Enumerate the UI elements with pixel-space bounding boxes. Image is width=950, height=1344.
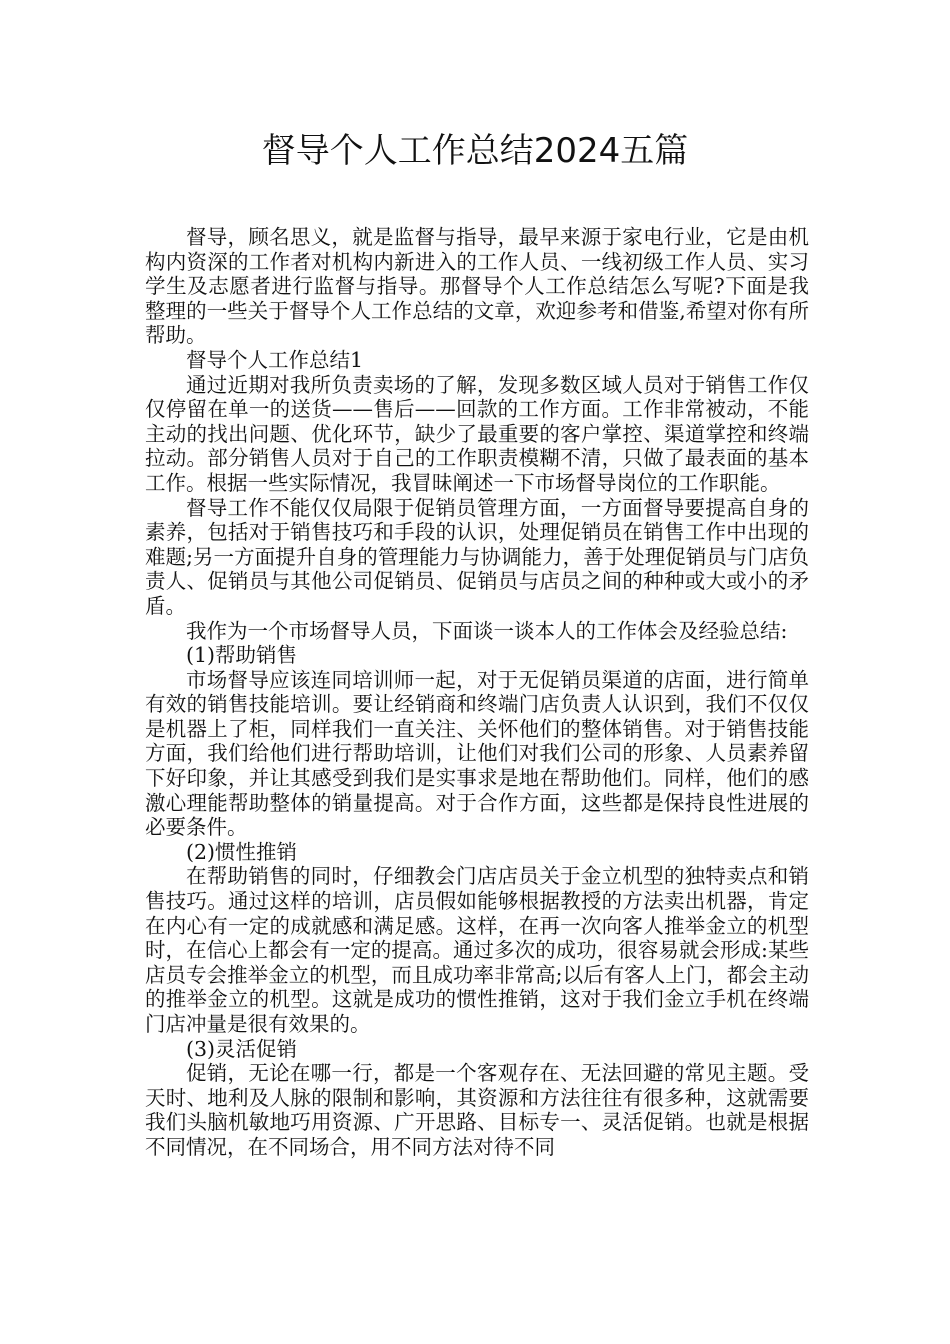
body-paragraph: 我作为一个市场督导人员，下面谈一谈本人的工作体会及经验总结:	[186, 618, 788, 643]
subheading-help-sales: (1)帮助销售	[186, 643, 298, 668]
subheading-habitual-selling: (2)惯性推销	[186, 839, 298, 864]
body-paragraph: 通过近期对我所负责卖场的了解，发现多数区域人员对于销售工作仅仅停留在单一的送货——售后——回款的工作方面。工作非常被动，不能主动的找出问题、优化环节，缺少了最重要的客户掌控、渠道掌控和终端拉动。部分销售人员对于自己的工作职责模糊不清，只做了最表面的基本工作。根据一些实际情况，我冒昧阐述一下市场督导岗位的工作职能。	[145, 372, 809, 495]
document-title: 督导个人工作总结2024五篇	[261, 131, 689, 171]
body-paragraph: 促销，无论在哪一行，都是一个客观存在、无法回避的常见主题。受天时、地利及人脉的限制和影响，其资源和方法往往有很多种，这就需要我们头脑机敏地巧用资源、广开思路、目标专一、灵活促销。也就是根据不同情况，在不同场合，用不同方法对待不同	[145, 1061, 809, 1159]
intro-paragraph: 督导，顾名思义，就是监督与指导，最早来源于家电行业，它是由机构内资深的工作者对机构内新进入的工作人员、一线初级工作人员、实习学生及志愿者进行监督与指导。那督导个人工作总结怎么写呢?下面是我整理的一些关于督导个人工作总结的文章，欢迎参考和借鉴,希望对你有所帮助。	[145, 225, 809, 348]
body-paragraph: 市场督导应该连同培训师一起，对于无促销员渠道的店面，进行简单有效的销售技能培训。要让经销商和终端门店负责人认识到，我们不仅仅是机器上了柜，同样我们一直关注、关怀他们的整体销售。对于销售技能方面，我们给他们进行帮助培训，让他们对我们公司的形象、人员素养留下好印象，并让其感受到我们是实事求是地在帮助他们。同样，他们的感激心理能帮助整体的销量提高。对于合作方面，这些都是保持良性进展的必要条件。	[145, 667, 809, 840]
document-body	[145, 225, 809, 1160]
body-paragraph: 督导工作不能仅仅局限于促销员管理方面，一方面督导要提高自身的素养，包括对于销售技巧和手段的认识，处理促销员在销售工作中出现的难题;另一方面提升自身的管理能力与协调能力，善于处理促销员与门店负责人、促销员与其他公司促销员、促销员与店员之间的种种或大或小的矛盾。	[145, 495, 809, 618]
subheading-flexible-promotion: (3)灵活促销	[186, 1036, 298, 1061]
section-heading-1: 督导个人工作总结1	[186, 347, 364, 372]
body-paragraph: 在帮助销售的同时，仔细教会门店店员关于金立机型的独特卖点和销售技巧。通过这样的培训，店员假如能够根据教授的方法卖出机器，肯定在内心有一定的成就感和满足感。这样，在再一次向客人推举金立的机型时，在信心上都会有一定的提高。通过多次的成功，很容易就会形成:某些店员专会推举金立的机型，而且成功率非常高;以后有客人上门，都会主动的推举金立的机型。这就是成功的惯性推销，这对于我们金立手机在终端门店冲量是很有效果的。	[145, 864, 809, 1036]
